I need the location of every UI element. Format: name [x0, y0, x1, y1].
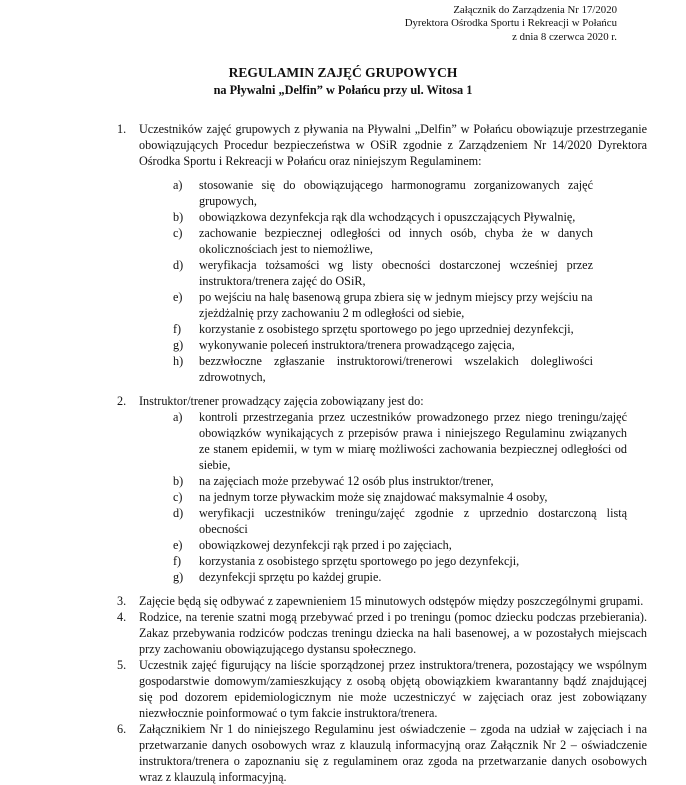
section-4 — [117, 609, 647, 657]
section-1 — [117, 121, 647, 169]
list-item: f) korzystania z osobistego sprzętu sportowego po jego dezynfekcji, — [173, 554, 520, 568]
document-title: REGULAMIN ZAJĘĆ GRUPOWYCH — [228, 65, 458, 80]
section-text: Załącznikiem Nr 1 do niniejszego Regulaminu jest oświadczenie – zgoda na udział w zajęciach i na przetwarzanie danych osobowych wraz z klauzulą informacyjną oraz Załącznik Nr 2 – oświadczenie instruktora/trenera o zapoznaniu się z regulaminem oraz zgoda na przetwarzanie danych osobowych wraz z klauzulą informacyjną. — [139, 722, 647, 784]
list-item: b) obowiązkowa dezynfekcja rąk dla wchodzących i opuszczających Pływalnię, — [173, 210, 576, 224]
header-line-1: Załącznik do Zarządzenia Nr 17/2020 — [453, 4, 617, 16]
section-number: 2. — [117, 394, 127, 408]
section-number: 4. — [117, 610, 127, 624]
section-number: 5. — [117, 658, 127, 672]
section-6 — [117, 721, 647, 785]
list-item: a) kontroli przestrzegania przez uczestników prowadzonego przez niego treningu/zajęć obowiązków wynikających z przepisów prawa i niniejszego Regulaminu związanych ze stanem epidemii, w tym w miarę możliwości zachowania bezpiecznej odległości od siebie, — [173, 410, 627, 472]
list-item: g) dezynfekcji sprzętu po każdej grupie. — [173, 570, 382, 584]
document-subtitle: na Pływalni „Delfin” w Połańcu przy ul. Witosa 1 — [213, 83, 473, 97]
section-text: Uczestników zajęć grupowych z pływania na Pływalni „Delfin” w Połańcu obowiązuje przestrzeganie obowiązujących Procedur bezpieczeństwa w OSiR zgodnie z Zarządzeniem Nr 14/2020 Dyrektora Ośrodka Sportu i Rekreacji w Połańcu oraz niniejszym Regulaminem: — [139, 122, 647, 168]
list-item: h) bezzwłoczne zgłaszanie instruktorowi/trenerowi wszelakich dolegliwości zdrowotnych, — [173, 354, 593, 384]
header-line-2: Dyrektora Ośrodka Sportu i Rekreacji w Połańcu — [404, 17, 617, 30]
list-item: c) na jednym torze pływackim może się znajdować maksymalnie 4 osoby, — [173, 490, 548, 504]
section-number: 3. — [117, 594, 127, 608]
list-item: d) weryfikacji uczestników treningu/zajęć zgodnie z uprzednio dostarczoną listą obecności — [173, 506, 627, 536]
document-body — [117, 121, 647, 785]
list-item: c) zachowanie bezpiecznej odległości od innych osób, chyba że w danych okolicznościach jest to niemożliwe, — [173, 226, 593, 256]
list-item: a) stosowanie się do obowiązującego harmonogramu zorganizowanych zajęć grupowych, — [173, 178, 593, 208]
section-text: Uczestnik zajęć figurujący na liście sporządzonej przez instruktora/trenera, pozostający we wspólnym gospodarstwie domowym/zamieszkujący z osobą objętą obowiązkiem kwarantanny bądź znajdującej się pod dozorem epidemiologicznym nie może uczestniczyć w zajęciach oraz jest zobowiązany niezwłocznie poinformować o tym fakcie instruktora/trenera. — [139, 658, 647, 720]
section-5 — [117, 657, 647, 721]
section-3 — [117, 593, 647, 609]
document-header — [405, 4, 617, 44]
list-item: e) po wejściu na halę basenową grupa zbiera się w jednym miejscy przy wejściu na zjeżdżalnię przy zachowaniu 2 m odległości od siebie, — [173, 290, 593, 320]
list-item: f) korzystanie z osobistego sprzętu sportowego po jego uprzedniej dezynfekcji, — [173, 322, 574, 336]
section-text: Zajęcie będą się odbywać z zapewnieniem 15 minutowych odstępów między poszczególnymi grupami. — [139, 594, 644, 608]
section-number: 6. — [117, 722, 127, 736]
list-item: g) wykonywanie poleceń instruktora/trenera prowadzącego zajęcia, — [173, 338, 515, 352]
section-text: Rodzice, na terenie szatni mogą przebywać przed i po treningu (pomoc dziecku podczas przebierania). Zakaz przebywania rodziców podczas treningu dziecka na hali basenowej, a w pozostałych miejscach przy zachowaniu obowiązującego dystansu społecznego. — [139, 610, 647, 656]
header-line-3: z dnia 8 czerwca 2020 r. — [512, 30, 617, 43]
section-text: Instruktor/trener prowadzący zajęcia zobowiązany jest do: — [139, 394, 424, 408]
section-number: 1. — [117, 122, 127, 136]
section-2-list — [173, 409, 627, 585]
list-item: b) na zajęciach może przebywać 12 osób plus instruktor/trener, — [173, 474, 494, 488]
list-item: e) obowiązkowej dezynfekcji rąk przed i po zajęciach, — [173, 538, 452, 552]
list-item: d) weryfikacja tożsamości wg listy obecności dostarczonej wcześniej przez instruktora/trenera zajęć do OSiR, — [173, 258, 593, 288]
section-2 — [117, 393, 647, 409]
section-1-list — [173, 177, 593, 385]
